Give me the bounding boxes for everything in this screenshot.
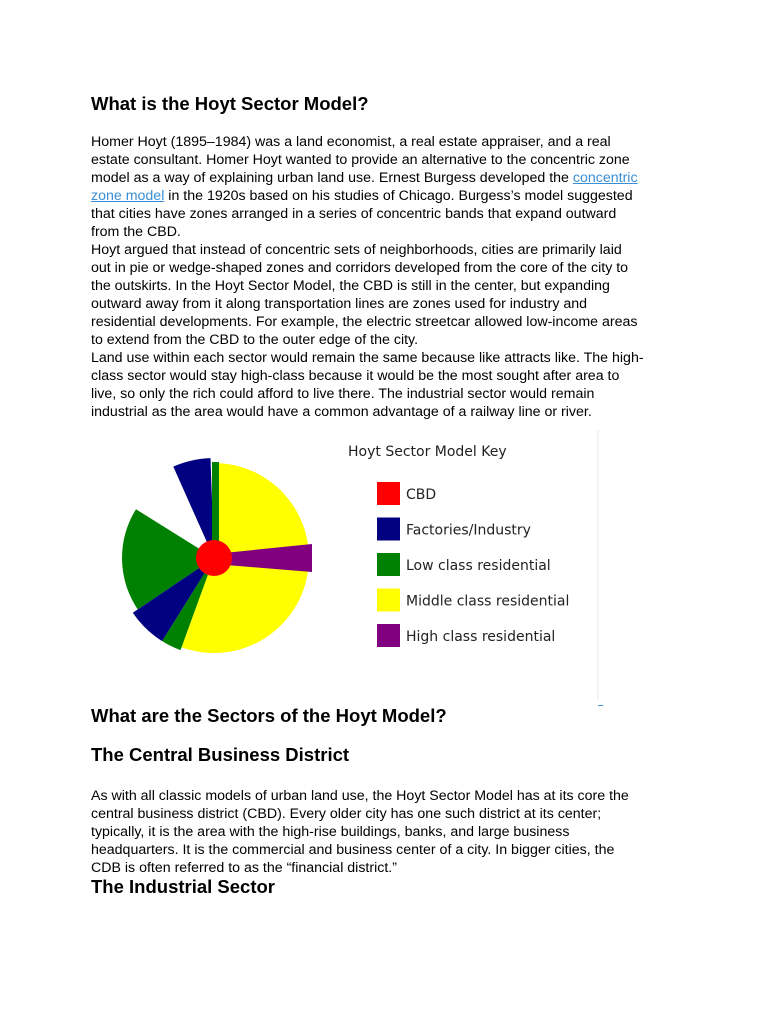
sectors-heading: What are the Sectors of the Hoyt Model?	[91, 705, 447, 726]
text-run: model as a way of explaining urban land use. Ernest Burgess developed the	[91, 170, 573, 186]
legend-label: CBD	[406, 487, 437, 503]
text-line: outward away from it along transportation lines are zones used for industry and	[91, 296, 588, 312]
page-title: What is the Hoyt Sector Model?	[91, 93, 369, 114]
text-line	[91, 187, 691, 205]
industrial-heading: The Industrial Sector	[91, 876, 276, 897]
text-line: from the CBD.	[91, 224, 181, 240]
text-line: Homer Hoyt (1895–1984) was a land economist, a real estate appraiser, and a real	[91, 134, 611, 150]
text-caret	[598, 705, 603, 706]
text-line: Hoyt argued that instead of concentric sets of neighborhoods, cities are primarily laid	[91, 242, 622, 258]
text-line: typically, it is the area with the high-rise buildings, banks, and large business	[91, 824, 570, 840]
text-line: residential developments. For example, the electric streetcar allowed low-income areas	[91, 314, 638, 330]
text-line: estate consultant. Homer Hoyt wanted to provide an alternative to the concentric zone	[91, 152, 630, 168]
legend-swatch	[377, 624, 400, 647]
hoyt-argument-paragraph	[91, 241, 691, 349]
text-line: As with all classic models of urban land use, the Hoyt Sector Model has at its core the	[91, 788, 629, 804]
legend-swatch	[377, 553, 400, 576]
hoyt-model-diagram	[88, 430, 603, 710]
text-line: central business district (CBD). Every older city has one such district at its center;	[91, 806, 602, 822]
legend-label: Middle class residential	[406, 593, 570, 610]
text-line: CDB is often referred to as the “financial district.”	[91, 860, 397, 876]
text-line: the outskirts. In the Hoyt Sector Model, the CBD is still in the center, but expanding	[91, 278, 610, 294]
text-line: industrial as the area would have a common advantage of a railway line or river.	[91, 404, 592, 420]
concentric-zone-link-continued[interactable]: zone model	[91, 188, 165, 204]
cbd-paragraph	[91, 787, 691, 877]
cbd-heading: The Central Business District	[91, 744, 350, 765]
text-line: Land use within each sector would remain the same because like attracts like. The high-	[91, 350, 644, 366]
hoyt-model-figure	[88, 430, 603, 710]
text-line: class sector would stay high-class because it would be the most sought after area to	[91, 368, 620, 384]
text-line: out in pie or wedge-shaped zones and corridors developed from the core of the city to	[91, 260, 629, 276]
text-line: live, so only the rich could afford to live there. The industrial sector would remain	[91, 386, 595, 402]
key-title: Hoyt Sector Model Key	[348, 444, 507, 460]
text-line: to extend from the CBD to the outer edge of the city.	[91, 332, 419, 348]
legend-label: Low class residential	[406, 558, 551, 574]
legend-swatch	[377, 482, 400, 505]
legend-swatch	[377, 589, 400, 612]
text-line	[91, 169, 691, 187]
text-run: in the 1920s based on his studies of Chicago. Burgess’s model suggested	[164, 188, 633, 204]
land-use-paragraph	[91, 349, 691, 421]
legend	[377, 482, 569, 647]
intro-paragraph	[91, 133, 691, 241]
legend-label: High class residential	[406, 629, 556, 645]
text-line: that cities have zones arranged in a series of concentric bands that expand outward	[91, 206, 617, 222]
sector-wedges	[122, 458, 312, 653]
cbd-circle	[196, 540, 232, 576]
legend-swatch	[377, 518, 400, 541]
legend-label: Factories/Industry	[406, 522, 531, 539]
text-line: headquarters. It is the commercial and business center of a city. In bigger cities, the	[91, 842, 615, 858]
concentric-zone-link[interactable]: concentric	[572, 170, 638, 186]
